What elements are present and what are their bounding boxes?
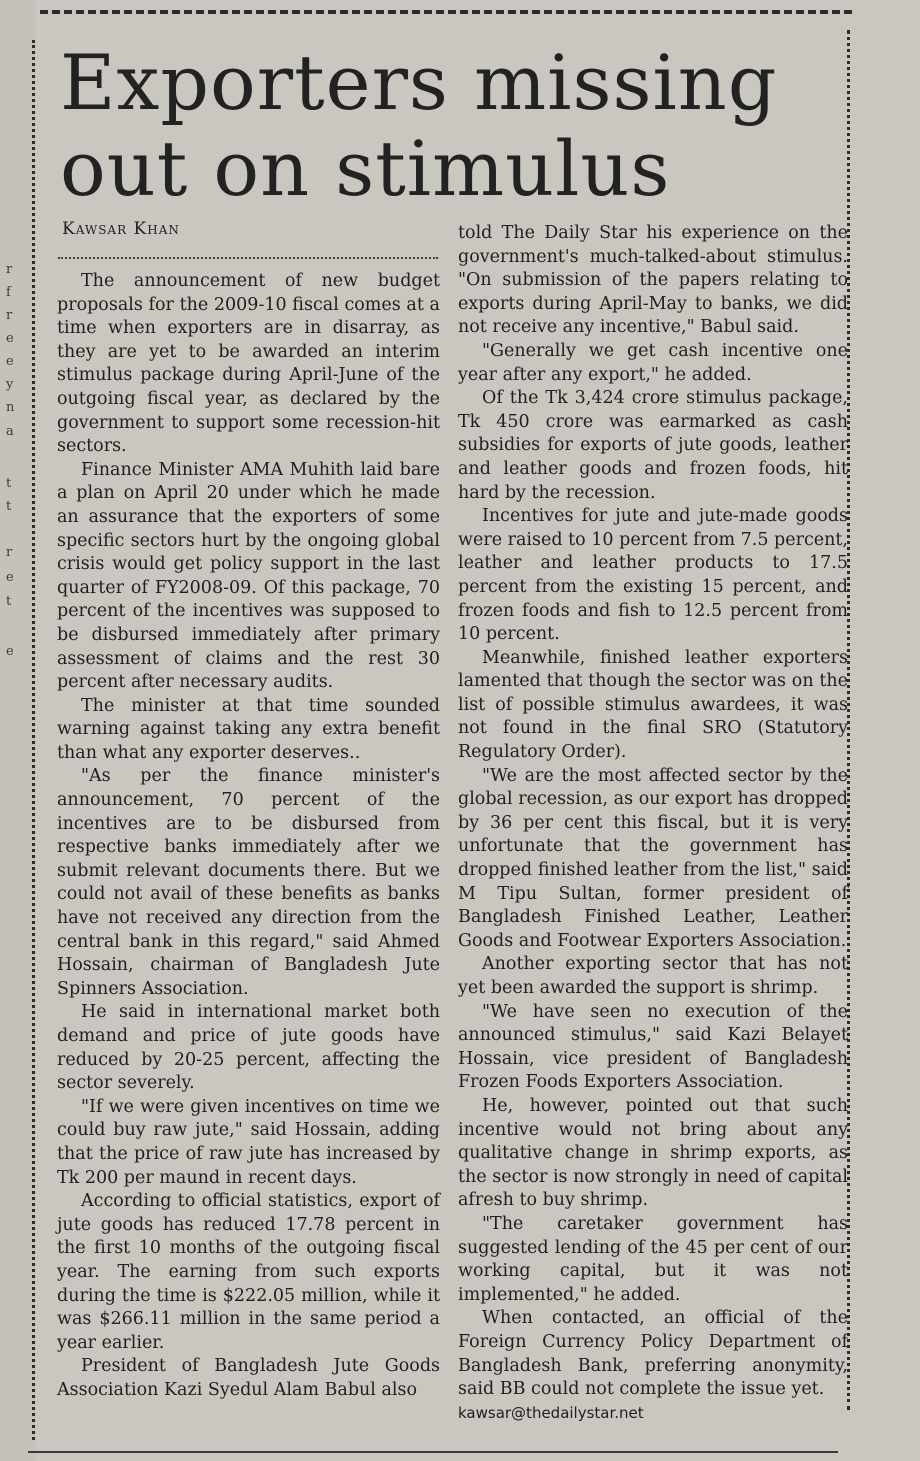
paragraph: "Generally we get cash incentive one year after any export," he added. (458, 340, 848, 385)
paragraph: Meanwhile, finished leather exporters lamented that though the sector was on the list of possible stimulus awardees, it was not found in the final SRO (Statutory Regulatory Order). (458, 647, 848, 763)
fragment-letter: y (6, 377, 14, 392)
fragment-letter: n (6, 400, 15, 415)
left-column (57, 270, 440, 1403)
bottom-rule (28, 1451, 838, 1453)
fragment-letter: e (6, 644, 14, 659)
paragraph: "As per the finance minister's announcement, 70 percent of the incentives are to be disbursed from respective banks immediately after we submit relevant documents there. But we could not avail of these benefits as banks have not received any direction from the central bank in this regard," said Ahmed Hossain, chairman of Bangladesh Jute Spinners Association. (57, 766, 440, 999)
fragment-letter: r (6, 308, 13, 323)
paragraph: He said in international market both demand and price of jute goods have reduced by 20-25 percent, affecting the sector severely. (57, 1002, 440, 1094)
author-email[interactable]: kawsar@thedailystar.net (458, 1403, 644, 1422)
headline: Exporters missing out on stimulus (60, 38, 778, 213)
fragment-letter: t (6, 476, 12, 491)
byline-divider (58, 257, 438, 259)
adjacent-column-strip (0, 0, 36, 1461)
paragraph: He, however, pointed out that such incentive would not bring about any qualitative change in shrimp exports, as the sector is now strongly in need of capital afresh to buy shrimp. (458, 1095, 848, 1211)
paragraph: Of the Tk 3,424 crore stimulus package, Tk 450 crore was earmarked as cash subsidies for exports of jute goods, leather and leather goods and frozen foods, hit hard by the recession. (458, 388, 848, 503)
paragraph: President of Bangladesh Jute Goods Association Kazi Syedul Alam Babul also (57, 1356, 440, 1400)
fragment-letter: a (6, 424, 14, 439)
fragment-letter: e (6, 354, 14, 369)
fragment-letter: r (6, 545, 13, 560)
paragraph: "We are the most affected sector by the global recession, as our export has dropped by 36 per cent this fiscal, but it is very unfortunate that the government has dropped finished leather from the list," said M Tipu Sultan, former president of Bangladesh Finished Leather, Leather Goods and Footwear Exporters Association. (458, 765, 848, 951)
paragraph: Incentives for jute and jute-made goods were raised to 10 percent from 7.5 percent, leather and leather products to 17.5 percent from the existing 15 percent, and frozen foods and fish to 12.5 percent from 10 percent. (458, 506, 848, 645)
paragraph: When contacted, an official of the Foreign Currency Policy Department of Bangladesh Bank, preferring anonymity, said BB could not complete the issue yet. (458, 1308, 848, 1400)
fragment-letter: e (6, 331, 14, 346)
fragment-letter: r (6, 262, 13, 277)
paragraph: Another exporting sector that has not yet been awarded the support is shrimp. (458, 954, 848, 998)
paragraph: "We have seen no execution of the announced stimulus," said Kazi Belayet Hossain, vice president of Bangladesh Frozen Foods Exporters Association. (458, 1001, 848, 1093)
left-dotted-rule (32, 40, 35, 1440)
fragment-letter: f (6, 285, 11, 300)
paragraph: told The Daily Star his experience on the government's much-talked-about stimulus. "On submission of the papers relating to exports during April-May to banks, we did not receive any incentive," Babul said. (458, 223, 848, 338)
top-dashed-rule (40, 10, 852, 14)
fragment-letter: t (6, 594, 12, 609)
byline: Kawsar Khan (62, 219, 180, 239)
fragment-letter: e (6, 570, 14, 585)
paragraph: The announcement of new budget proposals for the 2009-10 fiscal comes at a time when exporters are in disarray, as they are yet to be awarded an interim stimulus package during April-June of the outgoing fiscal year, as declared by the government to support some recession-hit sectors. (57, 271, 440, 457)
paragraph: "The caretaker government has suggested lending of the 45 per cent of our working capital, but it was not implemented," he added. (458, 1213, 848, 1305)
paragraph: According to official statistics, export of jute goods has reduced 17.78 percent in the first 10 months of the outgoing fiscal year. The earning from such exports during the time is $222.05 million, while it was $266.11 million in the same period a year earlier. (57, 1191, 440, 1353)
right-column (458, 222, 848, 1425)
paragraph: The minister at that time sounded warning against taking any extra benefit than what any exporter deserves.. (57, 695, 440, 763)
paragraph: "If we were given incentives on time we could buy raw jute," said Hossain, adding that the price of raw jute has increased by Tk 200 per maund in recent days. (57, 1096, 440, 1188)
paragraph: Finance Minister AMA Muhith laid bare a plan on April 20 under which he made an assurance that the exporters of some specific sectors hurt by the ongoing global crisis would get policy support in the last quarter of FY2008-09. Of this package, 70 percent of the incentives was supposed to be disbursed immediately after primary assessment of claims and the rest 30 percent after necessary audits. (57, 459, 440, 693)
fragment-letter: t (6, 499, 12, 514)
